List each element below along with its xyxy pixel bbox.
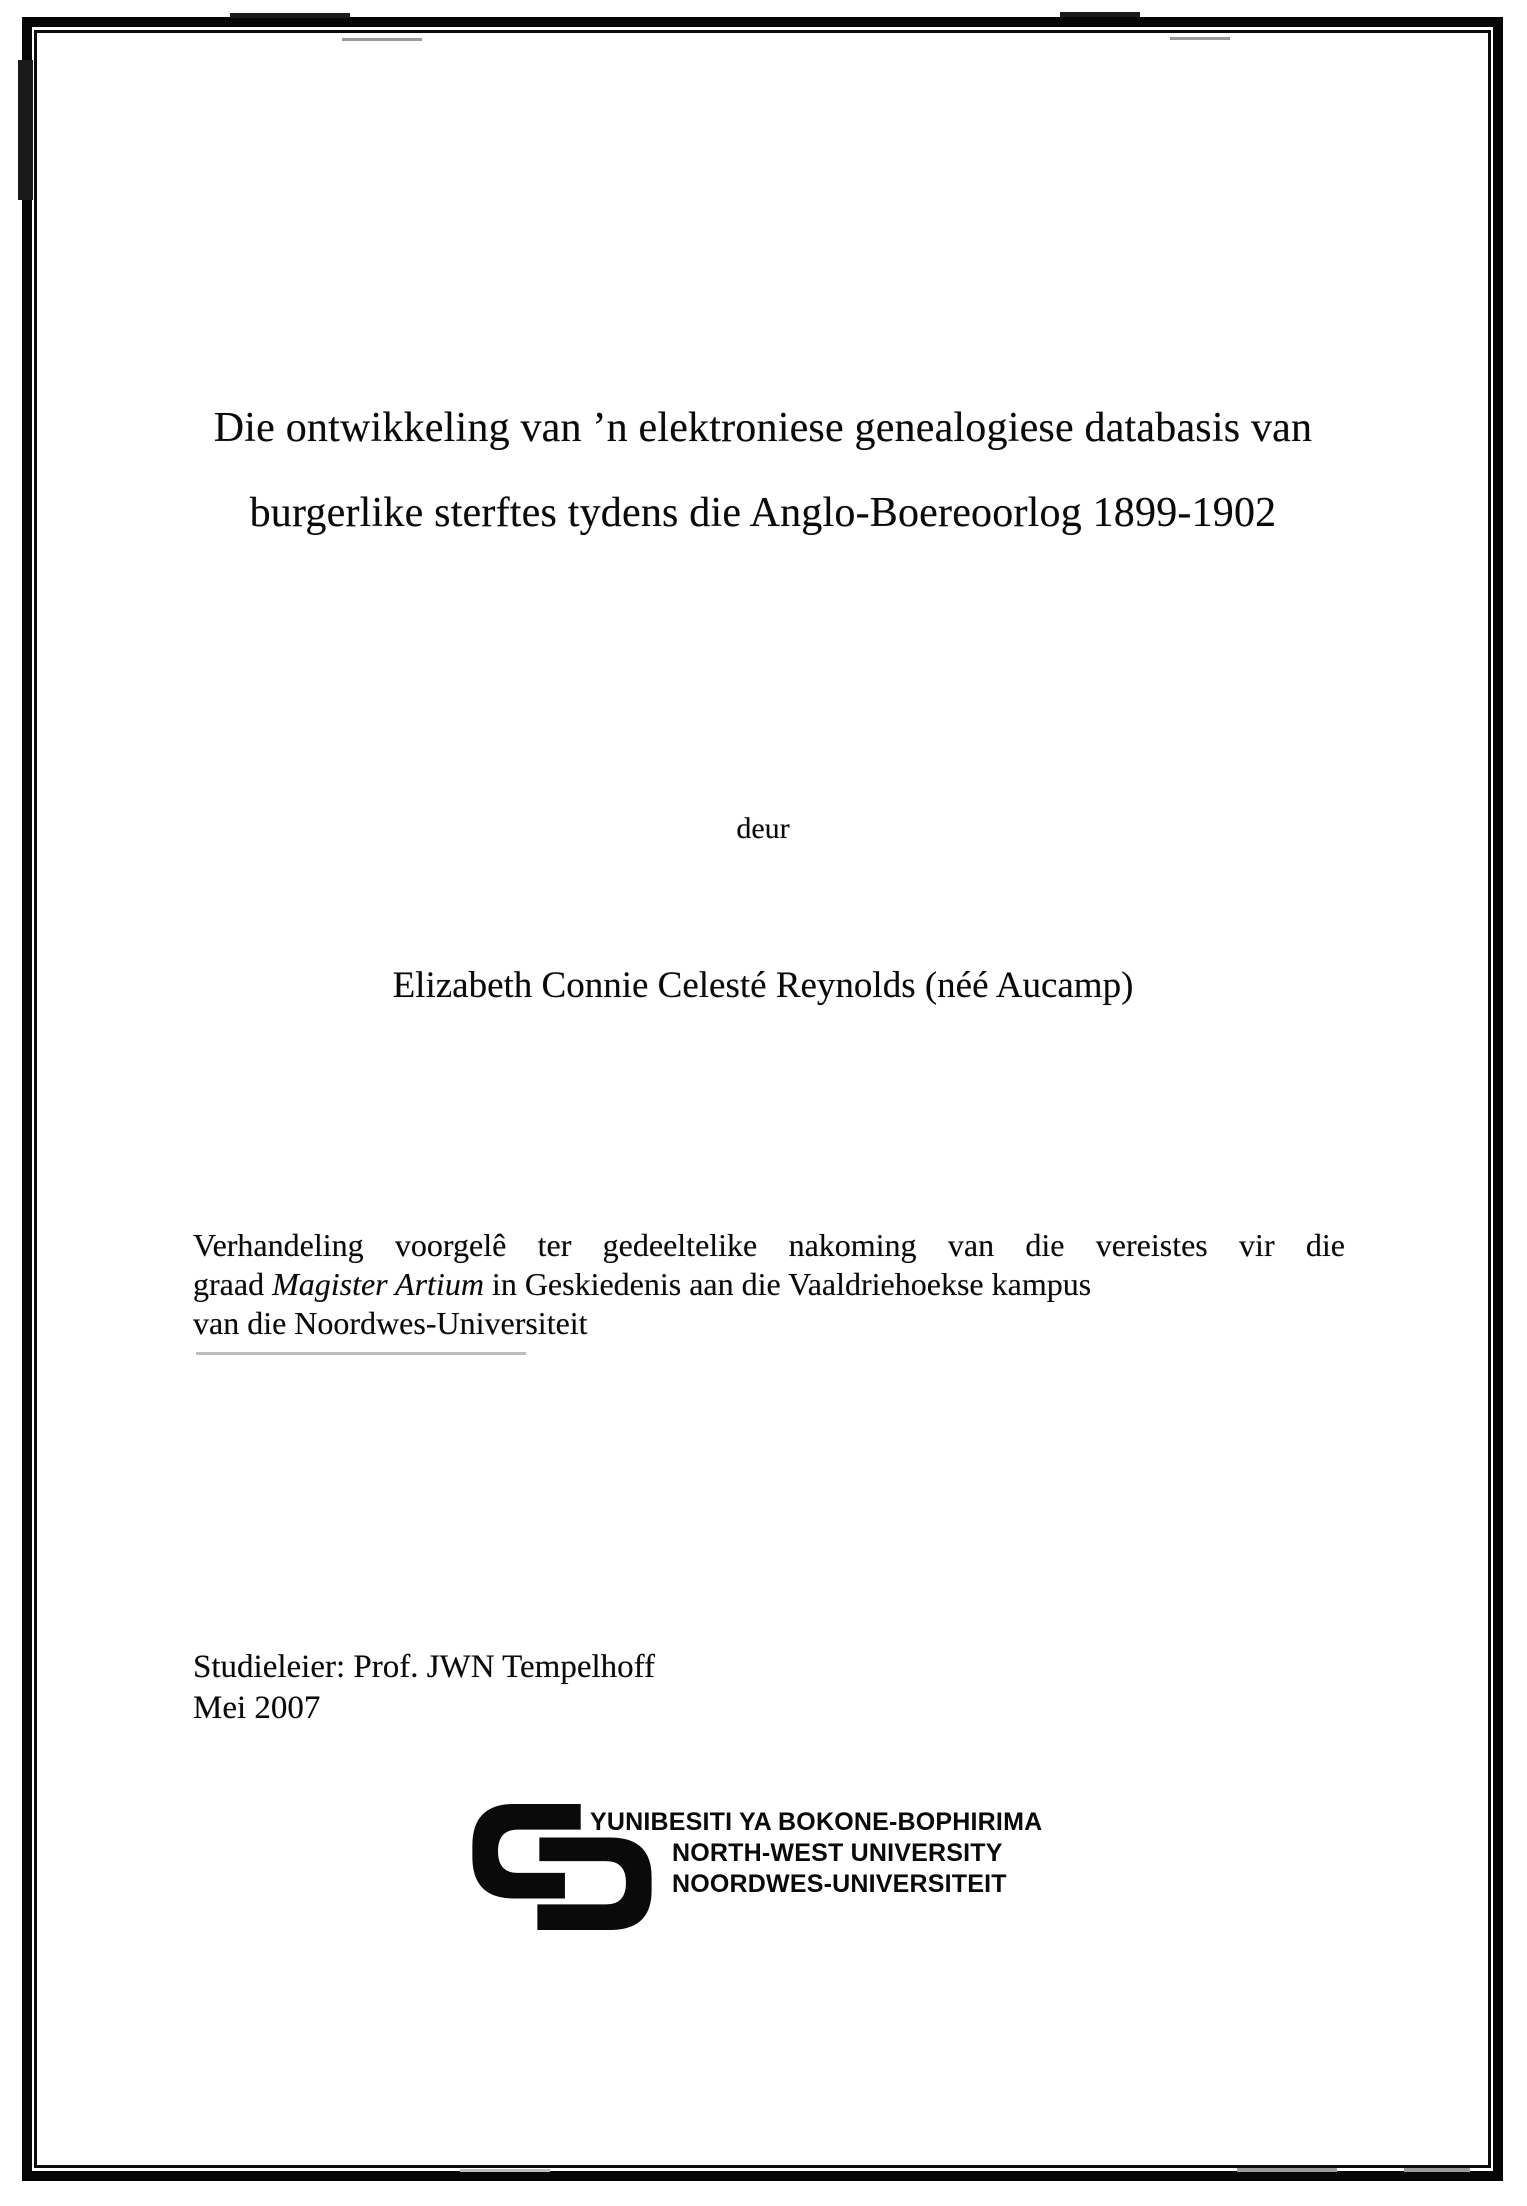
degree-statement-line-2 <box>193 1265 1345 1304</box>
author-name: Elizabeth Connie Celesté Reynolds (néé Aucamp) <box>392 965 1134 1006</box>
degree-statement-line-3: van die Noordwes-Universiteit <box>193 1305 588 1341</box>
logo-text-line-2: NORTH-WEST UNIVERSITY <box>672 1839 1003 1867</box>
degree-statement-line-1: Verhandeling voorgelê ter gedeeltelike nakoming van die vereistes vir die <box>193 1227 1345 1263</box>
degree-statement-line-2-prefix: graad <box>193 1266 273 1302</box>
scan-artifact <box>342 38 422 41</box>
scan-artifact <box>460 2169 550 2172</box>
scan-artifact <box>196 1352 526 1355</box>
thesis-title-line-1: Die ontwikkeling van ’n elektroniese genealogiese databasis van <box>213 405 1313 451</box>
scan-artifact <box>1170 37 1230 40</box>
scan-artifact <box>1237 2168 1337 2172</box>
scan-artifact <box>18 60 33 200</box>
degree-statement-line-2-suffix: in Geskiedenis aan die Vaaldriehoekse kampus <box>483 1266 1092 1302</box>
degree-name-italic: Magister Artium <box>272 1266 484 1302</box>
date-line: Mei 2007 <box>193 1690 321 1726</box>
byline-deur: deur <box>736 812 790 845</box>
supervisor-line: Studieleier: Prof. JWN Tempelhoff <box>193 1649 656 1685</box>
degree-statement <box>193 1226 1345 1343</box>
logo-text-line-1: YUNIBESITI YA BOKONE-BOPHIRIMA <box>590 1808 1043 1836</box>
scan-artifact <box>1404 2168 1470 2172</box>
scan-artifact <box>1060 12 1140 17</box>
thesis-title-line-2: burgerlike sterftes tydens die Anglo-Boereoorlog 1899-1902 <box>249 490 1277 536</box>
scan-artifact <box>230 13 350 18</box>
logo-text-line-3: NOORDWES-UNIVERSITEIT <box>672 1870 1007 1898</box>
